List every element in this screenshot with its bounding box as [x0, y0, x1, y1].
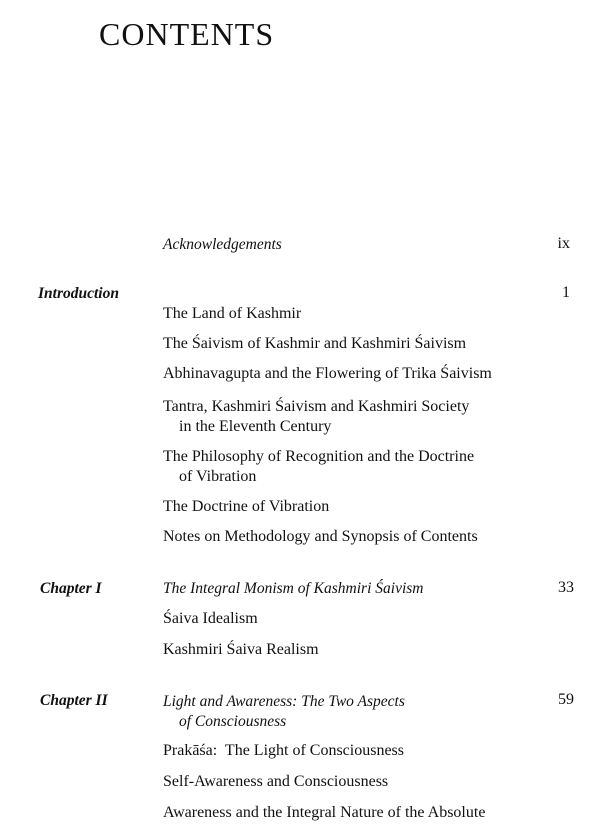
- page-number-chapter-2: 59: [558, 691, 574, 708]
- toc-entry-line: The Philosophy of Recognition and the Doctrine: [163, 448, 475, 465]
- toc-entry: Abhinavagupta and the Flowering of Trika Śaivism: [163, 365, 492, 382]
- page-title: CONTENTS: [99, 16, 275, 52]
- toc-entry-line: of Vibration: [179, 468, 257, 485]
- toc-entry: [163, 447, 474, 487]
- toc-entry: [163, 397, 469, 437]
- toc-entry: The Śaivism of Kashmir and Kashmiri Śaivism: [163, 335, 467, 352]
- chapter-2-title-line: of Consciousness: [179, 713, 287, 730]
- toc-entry: Self-Awareness and Consciousness: [163, 773, 389, 790]
- toc-entry-line: Tantra, Kashmiri Śaivism and Kashmiri Society: [163, 398, 470, 415]
- toc-entry: Prakāśa: The Light of Consciousness: [163, 742, 405, 759]
- chapter-2-title: [163, 692, 405, 732]
- page-number-chapter-1: 33: [558, 579, 574, 596]
- toc-entry: The Land of Kashmir: [163, 305, 302, 322]
- section-label-chapter-1: Chapter I: [40, 580, 102, 597]
- toc-entry: The Doctrine of Vibration: [163, 498, 330, 515]
- toc-entry-line: in the Eleventh Century: [179, 418, 332, 435]
- page-number-introduction: 1: [562, 284, 570, 301]
- section-label-chapter-2: Chapter II: [40, 692, 108, 709]
- page-number-acknowledgements: ix: [557, 235, 570, 252]
- toc-entry: Kashmiri Śaiva Realism: [163, 641, 319, 658]
- section-label-introduction: Introduction: [38, 285, 119, 302]
- chapter-2-title-line: Light and Awareness: The Two Aspects: [163, 693, 405, 710]
- chapter-1-title: The Integral Monism of Kashmiri Śaivism: [163, 580, 424, 597]
- toc-entry: Awareness and the Integral Nature of the Absolute: [163, 804, 486, 821]
- toc-entry: Notes on Methodology and Synopsis of Contents: [163, 528, 478, 545]
- toc-acknowledgements: Acknowledgements: [163, 236, 282, 253]
- toc-entry: Śaiva Idealism: [163, 610, 258, 627]
